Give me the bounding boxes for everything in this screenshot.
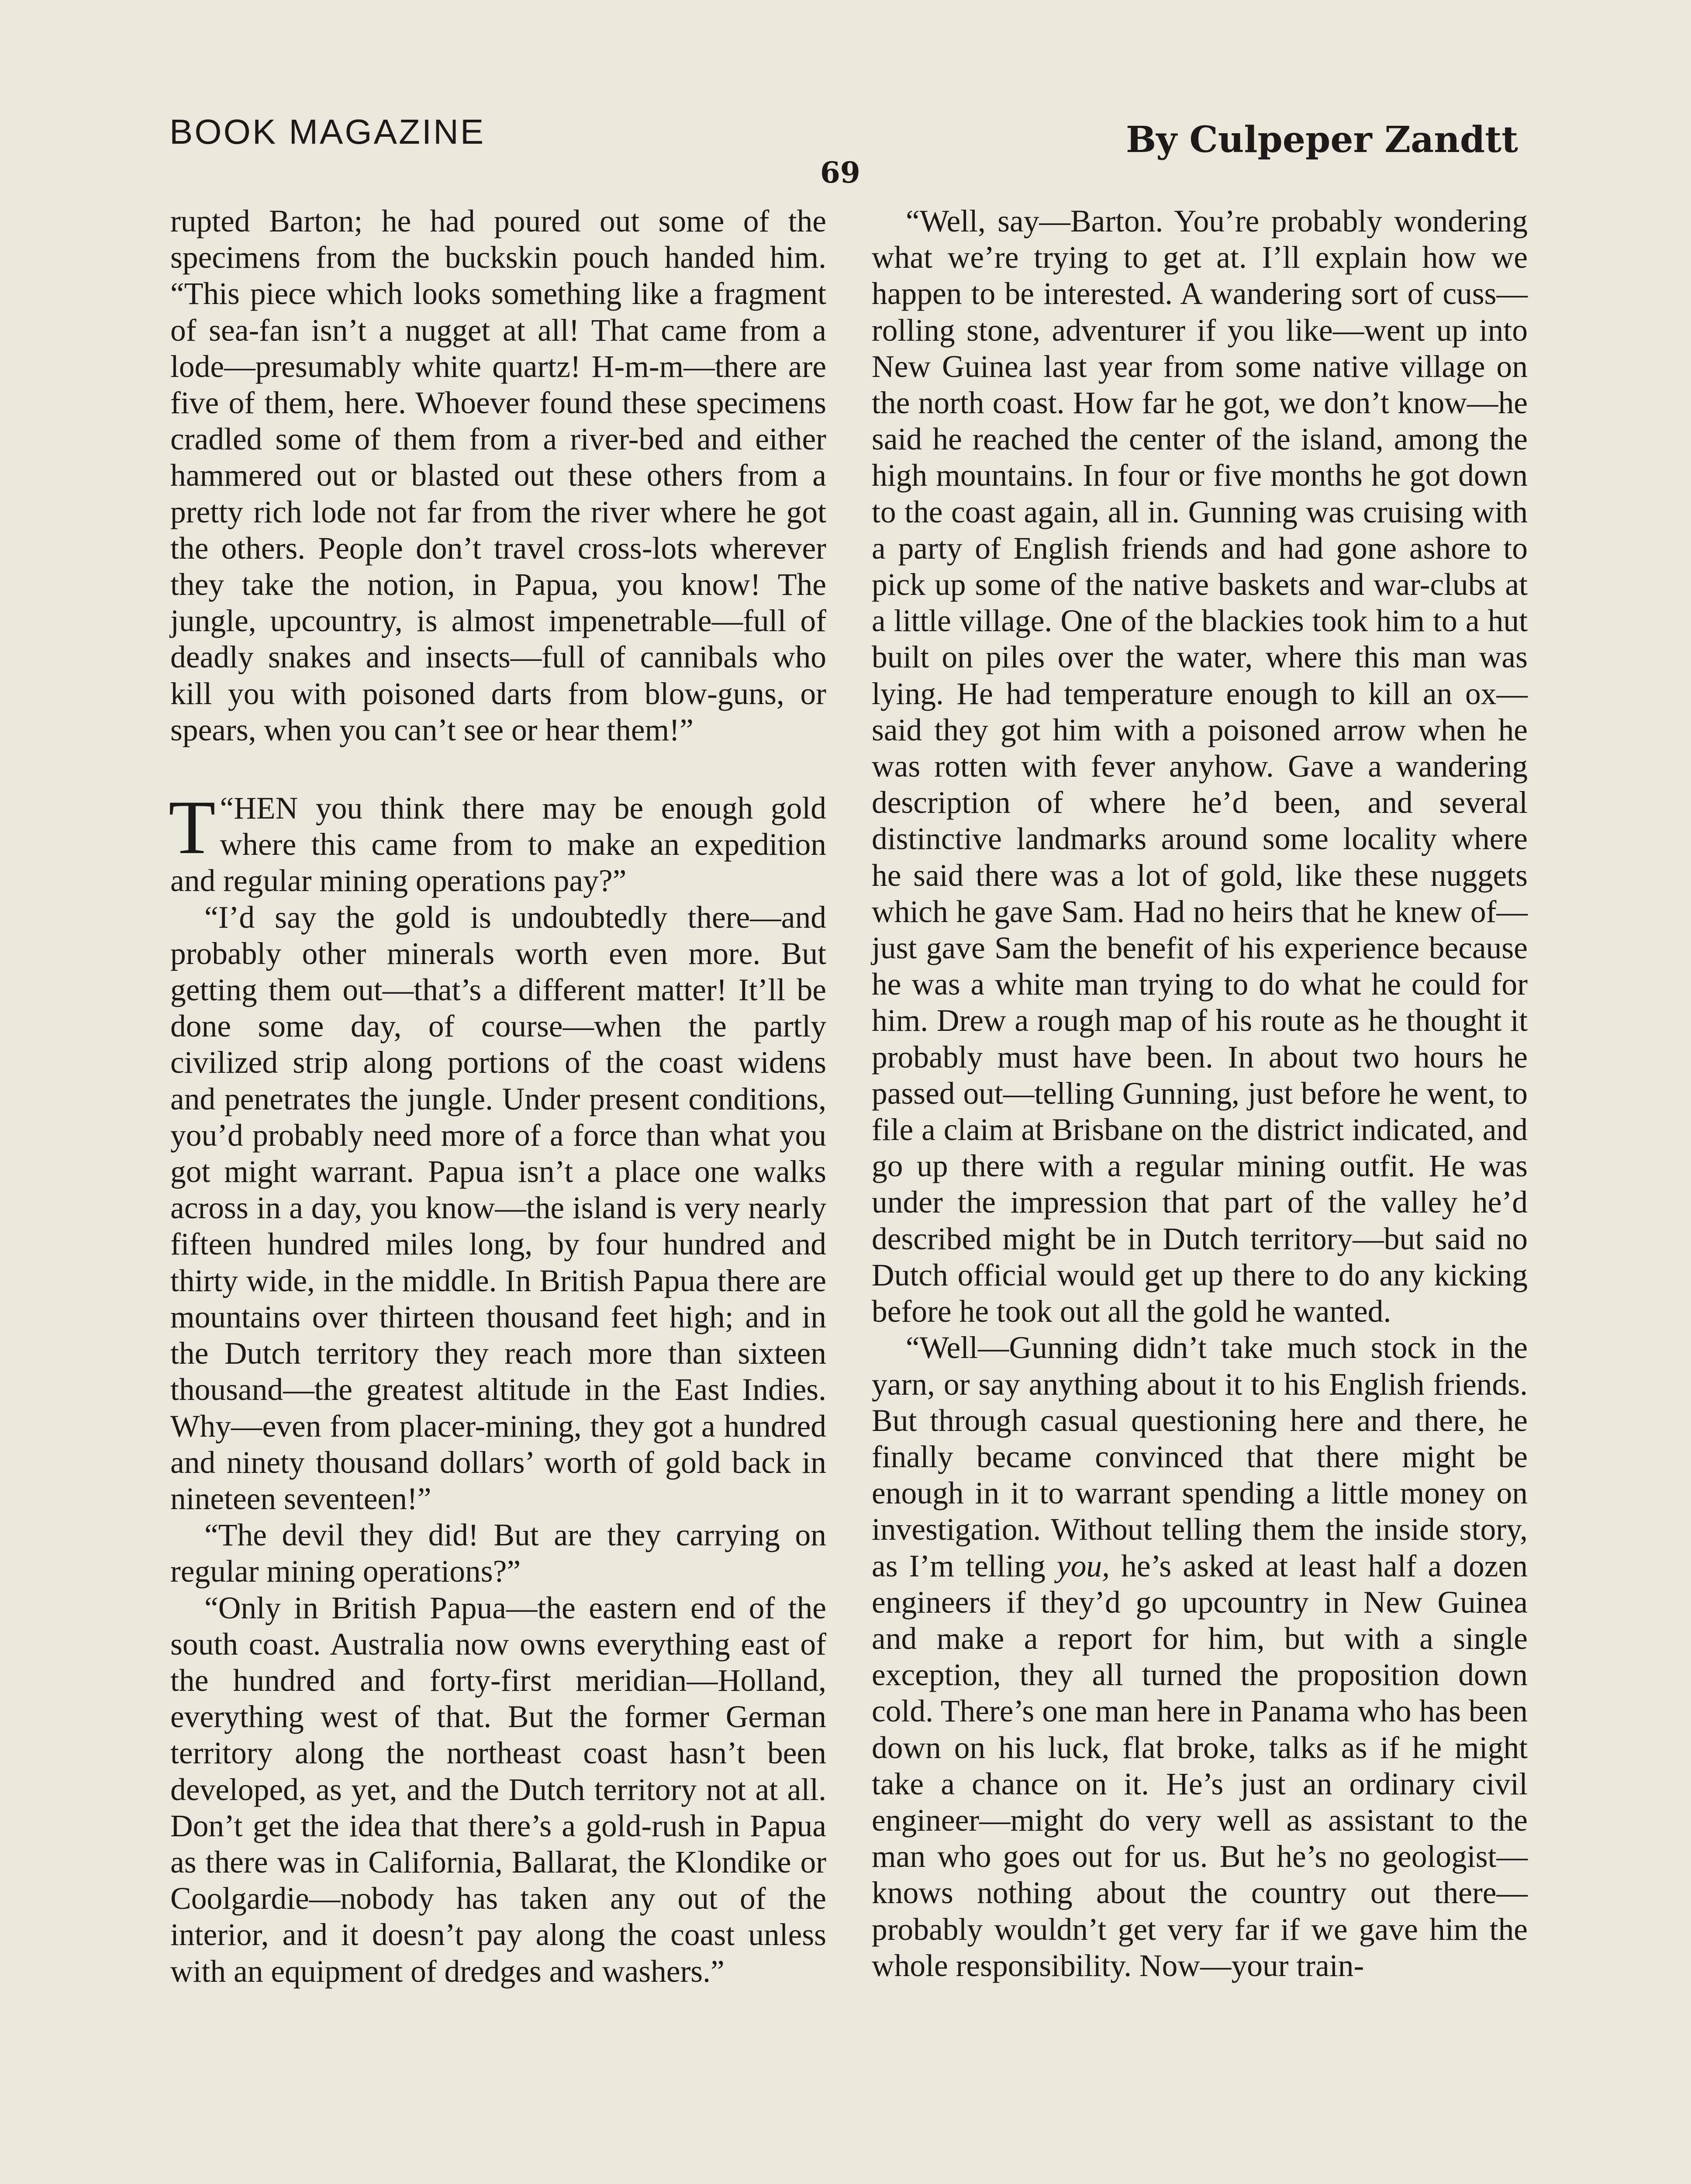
paragraph-dropcap (169, 785, 826, 899)
author-byline: By Culpeper Zandtt (1126, 119, 1518, 161)
paragraph-text: HEN you think there may be enough gold where this came from to make an expedition and regular mining operations pay?” (170, 791, 826, 898)
paragraph: rupted Barton; he had poured out some of the specimens from the buckskin pouch handed him. “This piece which looks something like a fragment of sea-fan isn’t a nugget at all! That came from a lode—presumably white quartz! H-m-m—there are five of them, here. Whoever found these specimens cradled some of them from a river-bed and either hammered out or blasted out these others from a pretty rich lode not far from the river where he got the others. People don’t travel cross-lots wherever they take the notion, in Papua, you know! The jungle, upcountry, is almost impenetrable—full of deadly snakes and insects—full of cannibals who kill you with poisoned darts from blow-guns, or spears, when you can’t see or hear them!” (170, 204, 826, 747)
drop-cap: T (169, 785, 216, 871)
right-column (872, 203, 1528, 1984)
italic-text: you, (1056, 1548, 1110, 1583)
paragraph-text: he’s asked at least half a dozen engineers if they’d go upcountry in New Guinea and make a report for him, but with a single exception, they all turned the proposition down cold. There’s one man here in Panama who has been down on his luck, flat broke, talks as if he might take a chance on it. He’s just an ordinary civil engineer—might do very well as assistant to the man who goes out for us. But he’s no geologist—knows nothing about the country out there—probably wouldn’t get very far if we gave him the whole responsibility. Now—your train- (872, 1548, 1528, 1983)
paragraph: “The devil they did! But are they carrying on regular mining operations?” (170, 1518, 826, 1589)
left-column (170, 203, 826, 1990)
paragraph: “I’d say the gold is undoubtedly there—and probably other minerals worth even more. But getting them out—that’s a different matter! It’ll be done some day, of course—when the partly civilized strip along portions of the coast widens and penetrates the jungle. Under present conditions, you’d probably need more of a force than what you got might warrant. Papua isn’t a place one walks across in a day, you know—the island is very nearly fifteen hundred miles long, by four hundred and thirty wide, in the middle. In British Papua there are mountains over thirteen thousand feet high; and in the Dutch territory they reach more than sixteen thousand—the greatest altitude in the East Indies. Why—even from placer-mining, they got a hundred and ninety thousand dollars’ worth of gold back in nineteen seventeen!” (170, 900, 826, 1516)
page-number: 69 (820, 156, 860, 190)
opening-quote: “ (220, 791, 234, 826)
paragraph: “Well, say—Barton. You’re probably wondering what we’re trying to get at. I’ll explain how we happen to be interested. A wandering sort of cuss—rolling stone, adventurer if you like—went up into New Guinea last year from some native village on the north coast. How far he got, we don’t know—he said he reached the center of the island, among the high mountains. In four or five months he got down to the coast again, all in. Gunning was cruising with a party of English friends and had gone ashore to pick up some of the native baskets and war-clubs at a little village. One of the blackies took him to a hut built on piles over the water, where this man was lying. He had temperature enough to kill an ox—said they got him with a poisoned arrow when he was rotten with fever anyhow. Gave a wandering description of where he’d been, and several distinctive landmarks around some locality where he said there was a lot of gold, like these nuggets which he gave Sam. Had no heirs that he knew of—just gave Sam the benefit of his experience because he was a white man trying to do what he could for him. Drew a rough map of his route as he thought it probably must have been. In about two hours he passed out—telling Gunning, just before he went, to file a claim at Brisbane on the district indicated, and go up there with a regular mining outfit. He was under the impression that part of the valley he’d described might be in Dutch territory—but said no Dutch official would get up there to do any kicking before he took out all the gold he wanted. (872, 204, 1528, 1329)
paragraph-text: “Well—Gunning didn’t take much stock in the yarn, or say anything about it to his English friends. But through casual questioning here and there, he finally became convinced that there might be enough in it to warrant spending a little money on investigation. Without telling them the inside story, as I’m telling (872, 1330, 1528, 1583)
paragraph (872, 1330, 1528, 1984)
magazine-title: BOOK MAGAZINE (169, 112, 486, 151)
paragraph: “Only in British Papua—the eastern end of the south coast. Australia now owns everything east of the hundred and forty-first meridian—Holland, everything west of that. But the former German territory along the northeast coast hasn’t been developed, as yet, and the Dutch territory not at all. Don’t get the idea that there’s a gold-rush in Papua as there was in California, Ballarat, the Klondike or Coolgardie—nobody has taken any out of the interior, and it doesn’t pay along the coast unless with an equipment of dredges and washers.” (170, 1590, 826, 1989)
